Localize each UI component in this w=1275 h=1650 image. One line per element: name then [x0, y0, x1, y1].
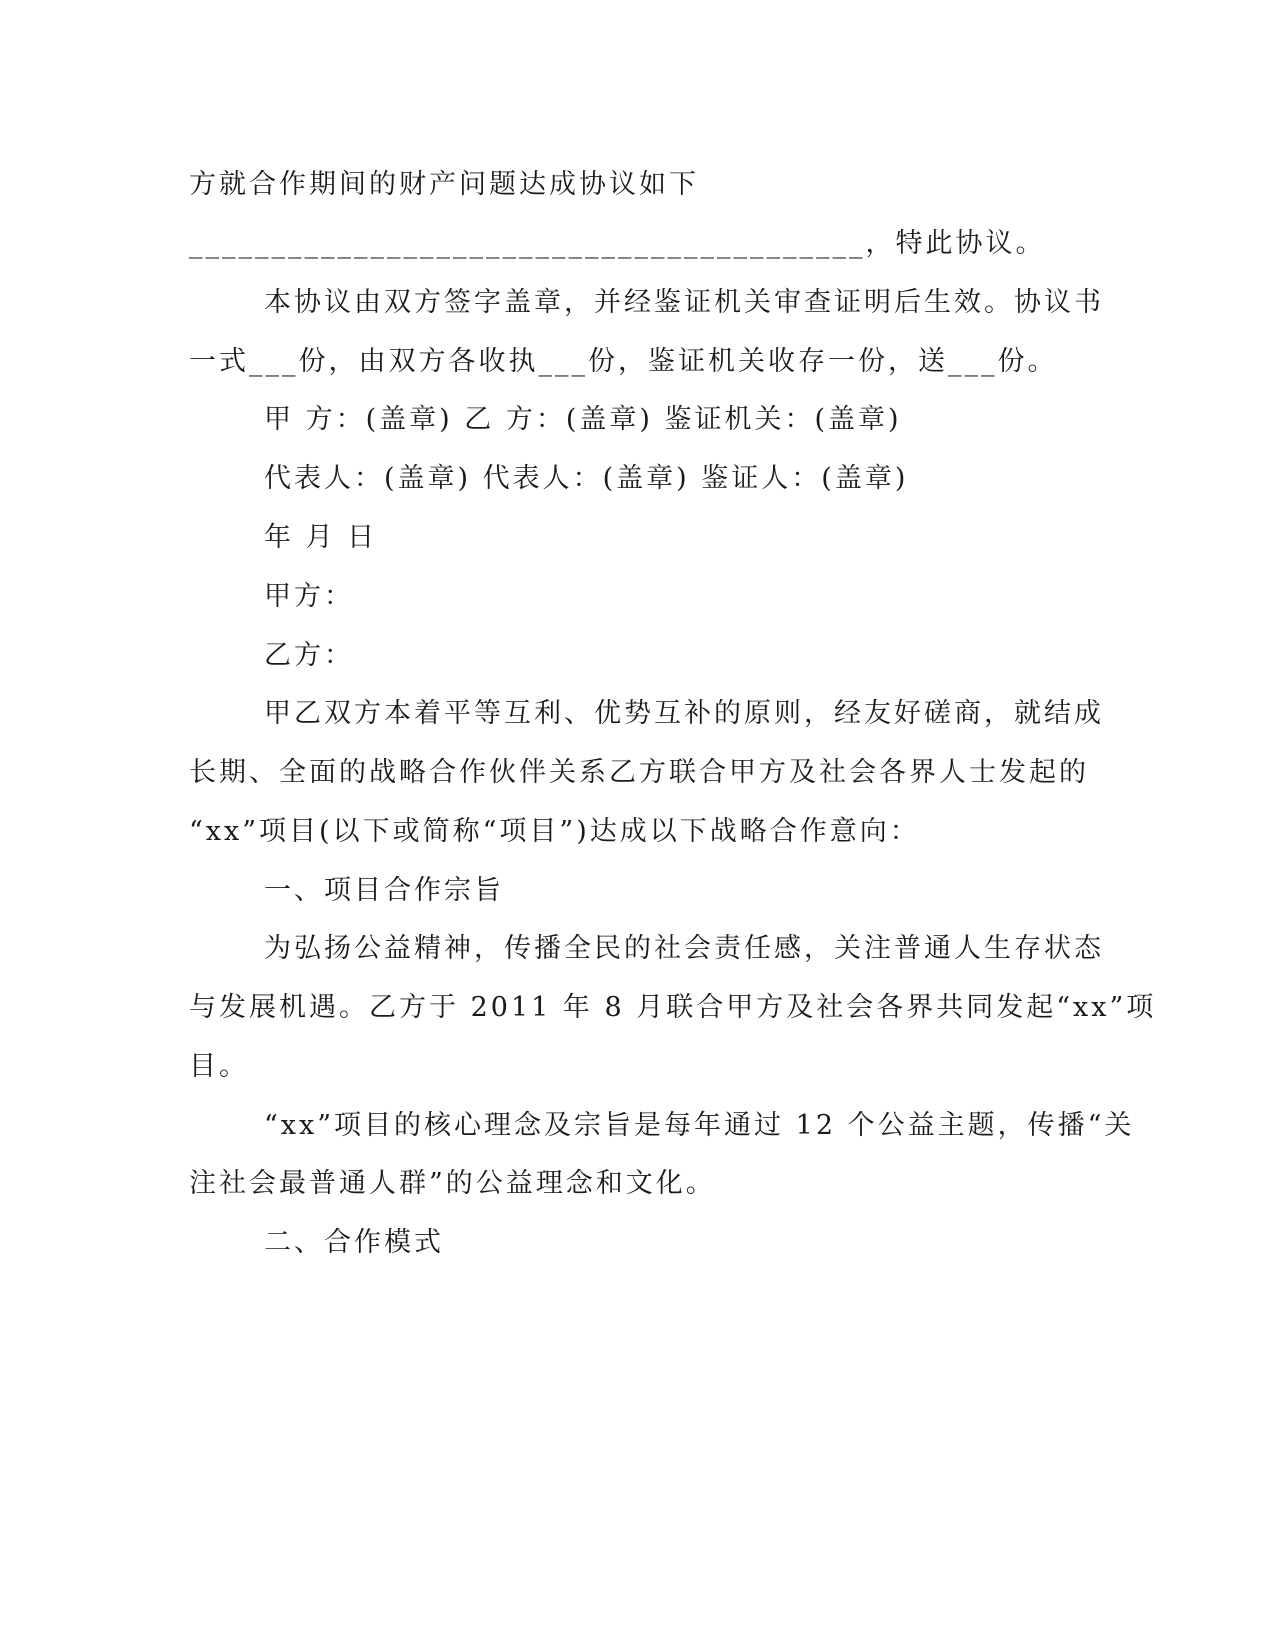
- text-line: 目。: [189, 1051, 249, 1082]
- section-heading: 一、项目合作宗旨: [264, 875, 504, 906]
- text-line: 本协议由双方签字盖章，并经鉴证机关审查证明后生效。协议书: [264, 287, 1104, 318]
- text-line: 年 月 日: [264, 522, 378, 553]
- text-line: 甲 方：(盖章) 乙 方：(盖章) 鉴证机关：(盖章): [264, 404, 902, 435]
- text-line: 代表人：(盖章) 代表人：(盖章) 鉴证人：(盖章): [264, 463, 909, 494]
- text-line: 长期、全面的战略合作伙伴关系乙方联合甲方及社会各界人士发起的: [189, 757, 1089, 788]
- section-heading: 二、合作模式: [264, 1227, 444, 1258]
- text-line: 乙方：: [264, 640, 354, 671]
- text-line: 方就合作期间的财产问题达成协议如下: [189, 169, 699, 200]
- text-line: “xx”项目(以下或简称“项目”)达成以下战略合作意向：: [189, 816, 920, 847]
- text-line: 甲乙双方本着平等互利、优势互补的原则，经友好磋商，就结成: [264, 698, 1104, 729]
- text-line: 一式___份，由双方各收执___份，鉴证机关收存一份，送___份。: [189, 346, 1058, 377]
- text-line: _________________________________________，特此协议。: [189, 228, 1046, 259]
- text-line: 与发展机遇。乙方于 2011 年 8 月联合甲方及社会各界共同发起“xx”项: [189, 992, 1157, 1023]
- text-line: “xx”项目的核心理念及宗旨是每年通过 12 个公益主题，传播“关: [264, 1110, 1135, 1141]
- text-line: 注社会最普通人群”的公益理念和文化。: [189, 1168, 716, 1199]
- text-line: 为弘扬公益精神，传播全民的社会责任感，关注普通人生存状态: [264, 933, 1104, 964]
- text-line: 甲方：: [264, 581, 354, 612]
